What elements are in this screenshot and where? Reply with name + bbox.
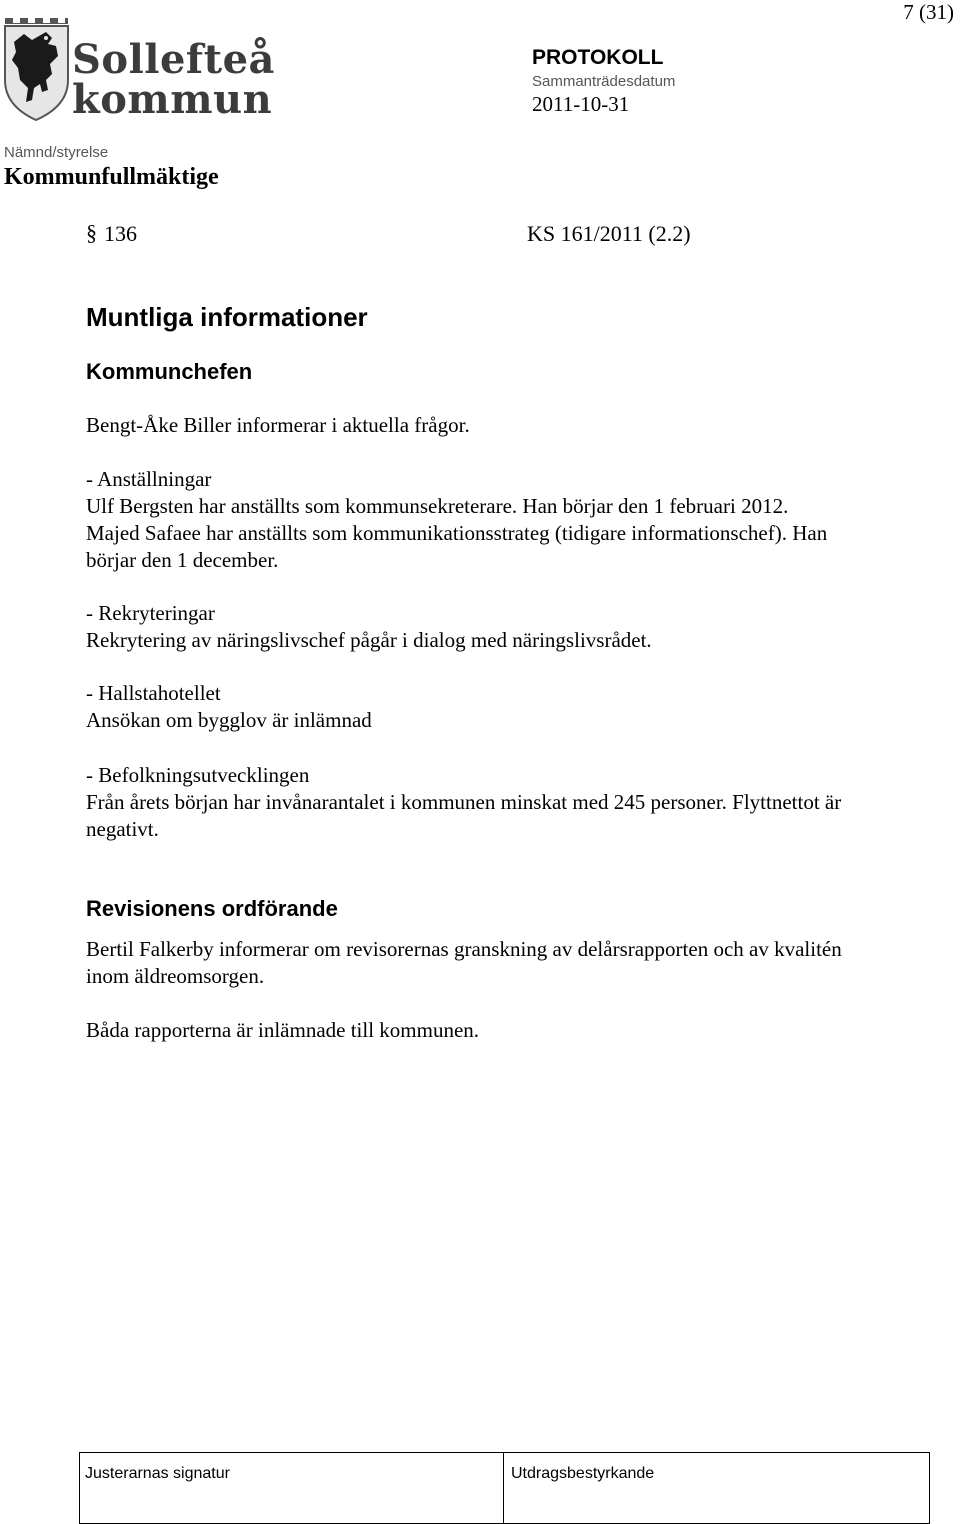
extract-certification-label: Utdragsbestyrkande [511,1465,655,1482]
info-item-line: Majed Safaee har anställts som kommunikationsstrateg (tidigare informationschef). Han [86,521,828,545]
page-title: Muntliga informationer [86,302,368,332]
paragraph-line: inom äldreomsorgen. [86,964,265,988]
info-item-line: Ulf Bergsten har anställts som kommunsekreterare. Han börjar den 1 februari 2012. [86,494,789,518]
revision-conclusion [86,1017,936,1044]
body-name: Kommunfullmäktige [4,164,219,190]
info-item-line: börjar den 1 december. [86,548,279,572]
signature-box [79,1452,930,1524]
meeting-date: 2011-10-31 [532,92,630,116]
info-item-heading: - Hallstahotellet [86,681,221,705]
info-item-line: Rekrytering av näringslivschef pågår i dialog med näringslivsrådet. [86,628,652,652]
info-item-line: negativt. [86,817,159,841]
municipality-logo [2,18,275,128]
info-item-hallstahotellet [86,680,936,734]
intro-text: Bengt-Åke Biller informerar i aktuella frågor. [86,413,470,437]
logo-wordmark-line1: Sollefteå [72,36,275,83]
body-label: Nämnd/styrelse [4,144,109,161]
revision-paragraph [86,936,936,990]
info-item-heading: - Rekryteringar [86,601,215,625]
logo-wordmark-line2: kommun [72,76,273,123]
info-item-line: Ansökan om bygglov är inlämnad [86,708,372,732]
adjusters-signature-label: Justerarnas signatur [85,1465,230,1482]
meeting-date-label: Sammanträdesdatum [532,73,676,90]
info-item-line: Från årets början har invånarantalet i kommunen minskat med 245 personer. Flyttnettot är [86,790,842,814]
section-heading-revisionens-ordforande: Revisionens ordförande [86,896,338,921]
section-heading-kommunchefen: Kommunchefen [86,359,253,384]
document-type: PROTOKOLL [532,46,664,69]
page-number: 7 (31) [903,0,954,24]
section-intro [86,412,936,439]
info-item-heading: - Anställningar [86,467,212,491]
paragraph-line: Bertil Falkerby informerar om revisorernas granskning av delårsrapporten och av kvalitén [86,937,842,961]
info-item-befolkningsutvecklingen [86,762,936,843]
signature-box-divider [503,1453,504,1523]
section-sign: § [86,220,97,245]
info-item-heading: - Befolkningsutvecklingen [86,763,310,787]
info-item-rekryteringar [86,600,936,654]
info-item-anstallningar [86,466,936,574]
coat-of-arms-bird-icon [2,18,70,122]
paragraph-number: 136 [104,221,137,246]
case-reference: KS 161/2011 (2.2) [527,221,691,246]
paragraph-line: Båda rapporterna är inlämnade till kommunen. [86,1018,480,1042]
